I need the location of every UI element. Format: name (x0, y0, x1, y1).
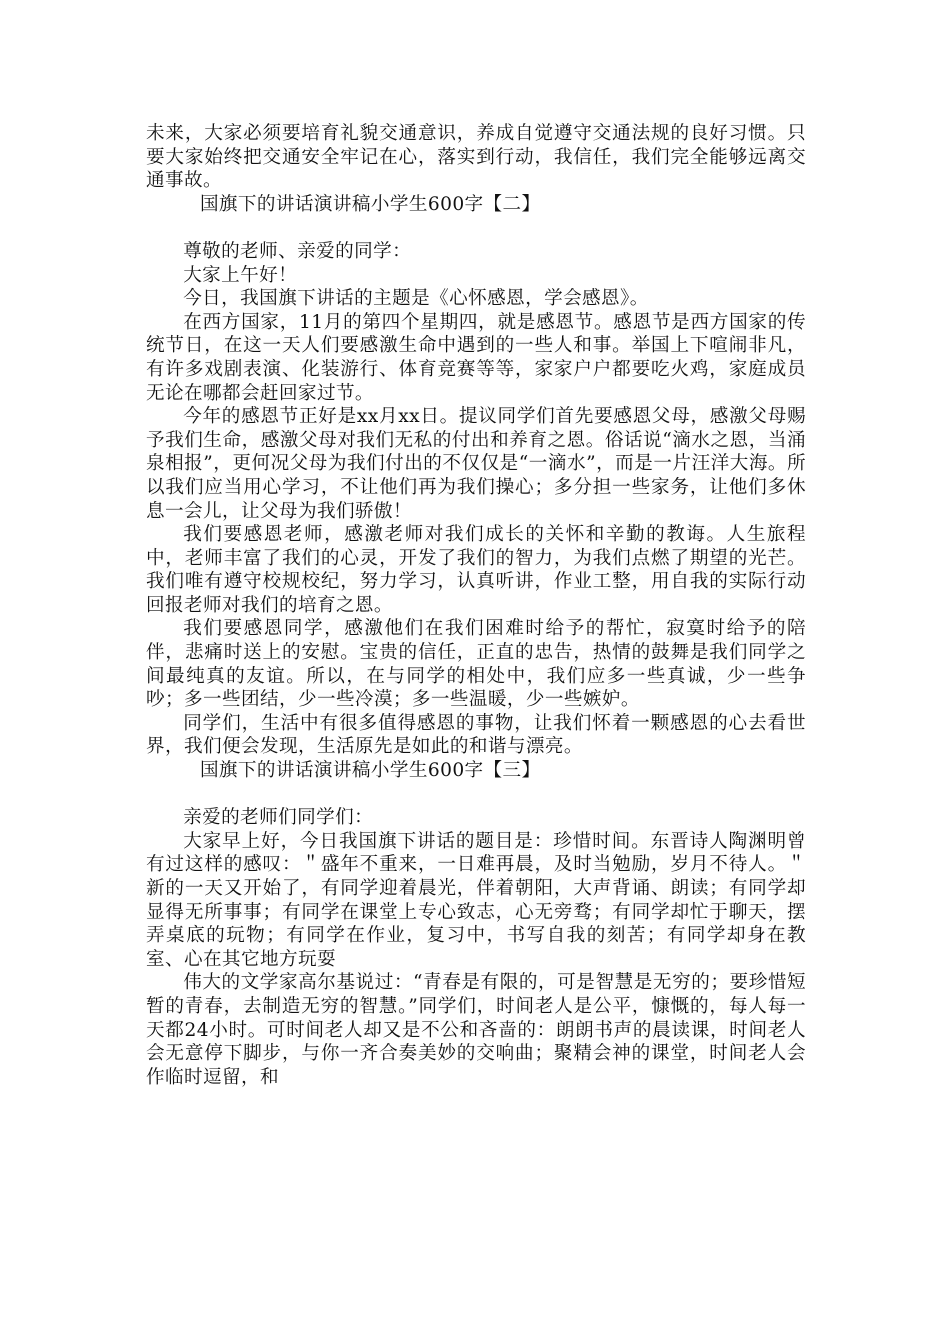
paragraph: 我们要感恩同学，感激他们在我们困难时给予的帮忙，寂寞时给予的陪伴，悲痛时送上的安慰。宝贵的信任，正直的忠告，热情的鼓舞是我们同学之间最纯真的友谊。所以，在与同学的相处中，我们应多一些真诚，少一些争吵；多一些团结，少一些冷漠；多一些温暖，少一些嫉妒。 (146, 618, 806, 711)
paragraph: 伟大的文学家高尔基说过：“青春是有限的，可是智慧是无穷的；要珍惜短暂的青春，去制造无穷的智慧。”同学们，时间老人是公平，慷慨的，每人每一天都24小时。可时间老人却又是不公和吝啬的：朗朗书声的晨读课，时间老人会无意停下脚步，与你一齐合奏美妙的交响曲；聚精会神的课堂，时间老人会作临时逗留，和 (146, 972, 806, 1088)
paragraph: 在西方国家，11月的第四个星期四，就是感恩节。感恩节是西方国家的传统节日，在这一天人们要感激生命中遇到的一些人和事。举国上下喧闹非凡，有许多戏剧表演、化装游行、体育竞赛等等，家家户户都要吃火鸡，家庭成员无论在哪都会赶回家过节。 (146, 311, 806, 404)
paragraph: 今日，我国旗下讲话的主题是《心怀感恩，学会感恩》。 (183, 288, 649, 310)
section-heading: 国旗下的讲话演讲稿小学生600字【二】 (199, 193, 541, 215)
paragraph: 我们要感恩老师，感激老师对我们成长的关怀和辛勤的教诲。人生旅程中，老师丰富了我们的心灵，开发了我们的智力，为我们点燃了期望的光芒。我们唯有遵守校规校纪，努力学习，认真听讲，作业工整，用自我的实际行动回报老师对我们的培育之恩。 (146, 524, 806, 616)
salutation: 亲爱的老师们同学们： (183, 807, 374, 829)
paragraph: 大家早上好，今日我国旗下讲话的题目是：珍惜时间。东晋诗人陶渊明曾有过这样的感叹：＂盛年不重来，一日难再晨，及时当勉励，岁月不待人。＂新的一天又开始了，有同学迎着晨光，伴着朝阳，大声背诵、朗读；有同学却显得无所事事；有同学在课堂上专心致志，心无旁骛；有同学却忙于聊天，摆弄桌底的玩物；有同学在作业，复习中，书写自我的刻苦；有同学却身在教室、心在其它地方玩耍 (146, 830, 806, 970)
section-heading: 国旗下的讲话演讲稿小学生600字【三】 (199, 760, 541, 782)
document-body (146, 122, 806, 1089)
paragraph: 同学们，生活中有很多值得感恩的事物，让我们怀着一颗感恩的心去看世界，我们便会发现，生活原先是如此的和谐与漂亮。 (146, 712, 806, 758)
paragraph: 未来，大家必须要培育礼貌交通意识，养成自觉遵守交通法规的良好习惯。只要大家始终把交通安全牢记在心，落实到行动，我信任，我们完全能够远离交通事故。 (146, 123, 806, 192)
greeting: 大家上午好！ (183, 264, 298, 286)
paragraph: 今年的感恩节正好是xx月xx日。提议同学们首先要感恩父母，感激父母赐予我们生命，感激父母对我们无私的付出和养育之恩。俗话说“滴水之恩，当涌泉相报”，更何况父母为我们付出的不仅仅是“一滴水”，而是一片汪洋大海。所以我们应当用心学习，不让他们再为我们操心；多分担一些家务，让他们多休息一会儿，让父母为我们骄傲！ (146, 406, 806, 522)
salutation: 尊敬的老师、亲爱的同学： (183, 240, 412, 262)
